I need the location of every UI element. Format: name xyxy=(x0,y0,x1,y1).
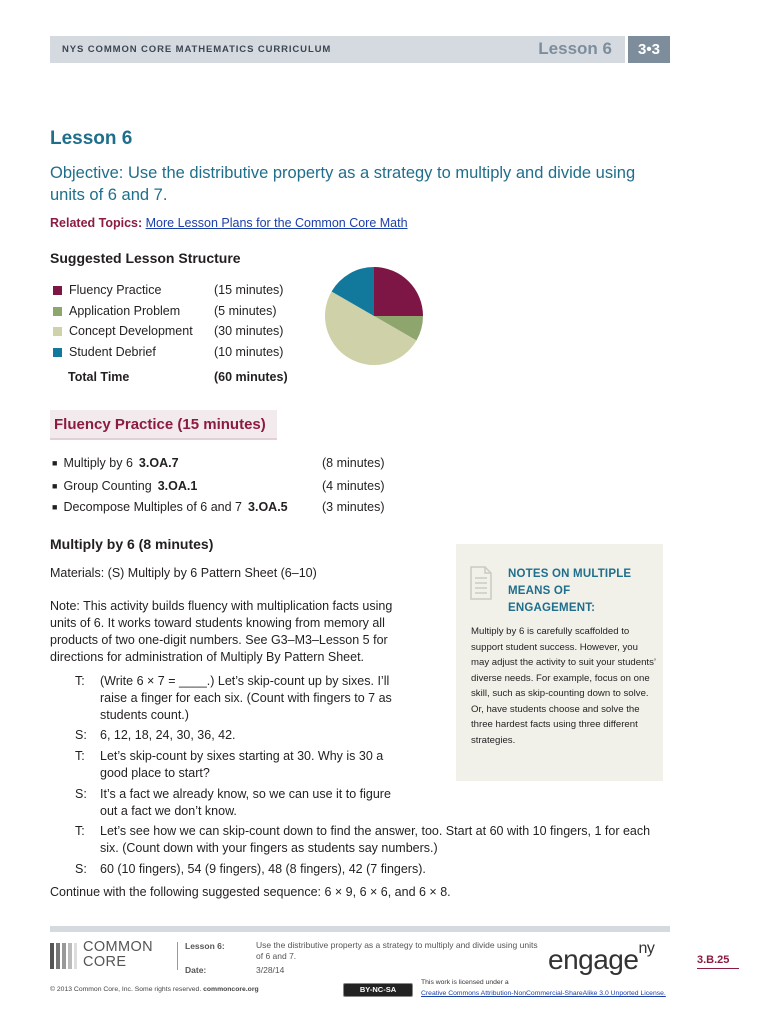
lesson-objective: Objective: Use the distributive property as a strategy to multiply and divide using units of 6 and 7. xyxy=(50,164,636,204)
dialogue-text: Let’s skip-count by sixes starting at 30. Why is 30 a good place to start? xyxy=(100,749,384,780)
dialogue-speaker: S: xyxy=(75,787,87,801)
footer-divider xyxy=(177,942,178,970)
structure-component: Student Debrief xyxy=(69,345,156,359)
lesson-structure-pie-chart xyxy=(324,266,424,366)
related-topics xyxy=(50,216,408,230)
copyright-site: commoncore.org xyxy=(203,986,259,993)
lesson-structure-title: Suggested Lesson Structure xyxy=(50,250,241,266)
engagement-notes-box xyxy=(456,544,663,781)
fluency-item-time: (4 minutes) xyxy=(322,479,385,493)
fluency-item-title: Group Counting xyxy=(63,479,152,493)
fluency-item-time: (8 minutes) xyxy=(322,456,385,470)
creative-commons-badge: BY-NC-SA xyxy=(343,983,413,997)
structure-component: Concept Development xyxy=(69,324,193,338)
page-number: 3.B.25 xyxy=(697,954,739,969)
bullet-icon: ■ xyxy=(52,458,58,468)
license-text: This work is licensed under a xyxy=(421,979,509,986)
logo-line: CORE xyxy=(83,954,127,970)
footer-objective: Use the distributive property as a strategy to multiply and divide using units of 6 and 7. xyxy=(256,940,538,961)
structure-component: Fluency Practice xyxy=(69,283,162,297)
dialogue-text: It’s a fact we already know, so we can use it to figure out a fact we don’t know. xyxy=(100,787,391,818)
materials-text: Materials: (S) Multiply by 6 Pattern Sheet (6–10) xyxy=(50,566,317,580)
engageny-logo-sup: ny xyxy=(638,939,655,957)
standard-code: 3.OA.5 xyxy=(248,500,288,514)
fluency-item-title: Multiply by 6 xyxy=(63,456,133,470)
common-core-logo-text xyxy=(83,940,153,970)
dialogue-speaker: S: xyxy=(75,728,87,742)
structure-time: (15 minutes) xyxy=(214,283,284,297)
section-heading: Multiply by 6 (8 minutes) xyxy=(50,536,214,552)
lesson-title: Lesson 6 xyxy=(50,128,133,149)
legend-swatch xyxy=(53,307,62,316)
dialogue-speaker: S: xyxy=(75,862,87,876)
notes-title: NOTES ON MULTIPLE MEANS OF ENGAGEMENT: xyxy=(508,568,632,614)
legend-swatch xyxy=(53,286,62,295)
logo-line: COMMON xyxy=(83,939,154,955)
footer-rule xyxy=(50,926,670,932)
footer-date-label: Date: xyxy=(185,965,207,975)
copyright xyxy=(50,986,259,993)
fluency-item xyxy=(52,500,288,514)
bullet-icon: ■ xyxy=(52,481,58,491)
fluency-item xyxy=(52,456,179,470)
dialogue-text: (Write 6 × 7 = ____.) Let’s skip-count up by sixes. I’ll raise a finger for each six. (Count with fingers to 7 as students count.) xyxy=(100,674,392,722)
fluency-item xyxy=(52,479,197,493)
continue-sequence: Continue with the following suggested sequence: 6 × 9, 6 × 6, and 6 × 8. xyxy=(50,885,451,899)
legend-swatch xyxy=(53,348,62,357)
notes-body: Multiply by 6 is carefully scaffolded to support student success. However, you may adjust the activity to suit your students’ diverse needs. For example, focus on one skill, such as skip-counting down to solve. Or, have students choose and solve the three hardest facts using three different strategies. xyxy=(471,626,656,746)
engageny-logo-text: engage xyxy=(548,944,639,975)
activity-note: Note: This activity builds fluency with multiplication facts using units of 6. It works toward students knowing from memory all products of two one-digit numbers. See G3–M3–Lesson 5 for directions for administration of Multiply By Pattern Sheet. xyxy=(50,599,393,664)
page-header xyxy=(50,36,670,63)
dialogue-text: 6, 12, 18, 24, 30, 36, 42. xyxy=(100,728,236,742)
fluency-practice-heading: Fluency Practice (15 minutes) xyxy=(50,410,277,440)
footer-lesson-label: Lesson 6: xyxy=(185,941,225,951)
legend-swatch xyxy=(53,327,62,336)
dialogue-text: Let’s see how we can skip-count down to find the answer, too. Start at 60 with 10 fingers, 1 for each six. (Count down with your fingers as students say numbers.) xyxy=(100,824,651,855)
standard-code: 3.OA.1 xyxy=(157,479,198,493)
engageny-logo xyxy=(548,939,655,976)
bullet-icon: ■ xyxy=(52,502,58,512)
common-core-logo-icon xyxy=(50,943,77,969)
structure-time: (10 minutes) xyxy=(214,345,284,359)
structure-time: (30 minutes) xyxy=(214,324,284,338)
dialogue-speaker: T: xyxy=(75,749,85,763)
header-lesson-label: Lesson 6 xyxy=(538,39,612,58)
total-time-value: (60 minutes) xyxy=(214,370,288,384)
curriculum-title: NYS COMMON CORE MATHEMATICS CURRICULUM xyxy=(62,44,332,55)
document-icon xyxy=(470,566,492,600)
dialogue-speaker: T: xyxy=(75,674,85,688)
standard-code: 3.OA.7 xyxy=(138,456,179,470)
related-topics-link[interactable]: More Lesson Plans for the Common Core Math xyxy=(145,216,408,230)
grade-module-badge: 3•3 xyxy=(625,36,670,63)
pie-slice-fluency-practice xyxy=(374,267,423,316)
related-topics-label: Related Topics: xyxy=(50,216,143,230)
fluency-item-title: Decompose Multiples of 6 and 7 xyxy=(63,500,243,514)
structure-component: Application Problem xyxy=(69,304,181,318)
license-link[interactable]: Creative Commons Attribution-NonCommercial-ShareAlike 3.0 Unported License. xyxy=(421,990,666,997)
structure-time: (5 minutes) xyxy=(214,304,277,318)
footer-date: 3/28/14 xyxy=(256,965,285,975)
copyright-text: © 2013 Common Core, Inc. Some rights reserved. xyxy=(50,986,202,993)
dialogue-text: 60 (10 fingers), 54 (9 fingers), 48 (8 fingers), 42 (7 fingers). xyxy=(100,862,426,876)
dialogue-speaker: T: xyxy=(75,824,85,838)
total-time-label: Total Time xyxy=(68,370,130,384)
fluency-item-time: (3 minutes) xyxy=(322,500,385,514)
